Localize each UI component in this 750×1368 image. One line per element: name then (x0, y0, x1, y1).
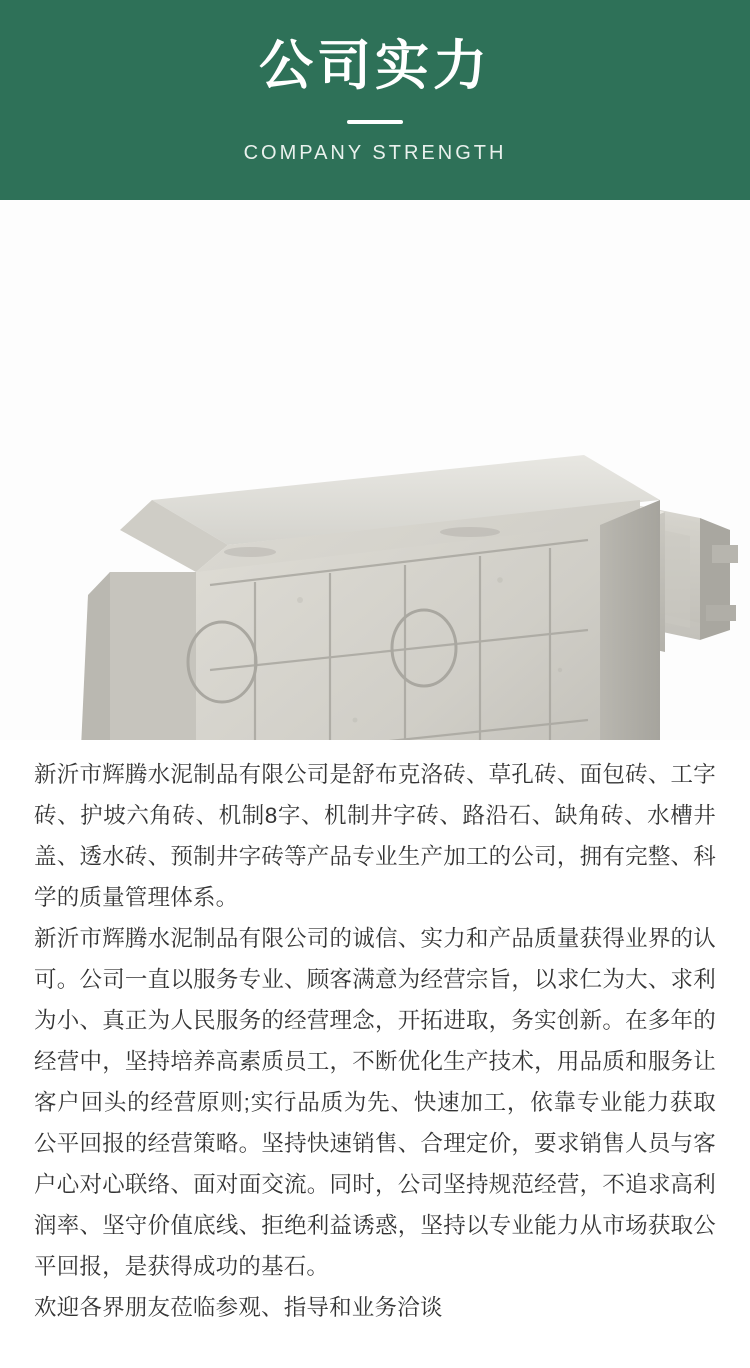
paragraph-2: 新沂市辉腾水泥制品有限公司的诚信、实力和产品质量获得业界的认可。公司一直以服务专业、顾客满意为经营宗旨，以求仁为大、求利为小、真正为人民服务的经营理念，开拓进取，务实创新。在多年的经营中，坚持培养高素质员工，不断优化生产技术，用品质和服务让客户回头的经营原则;实行品质为先、快速加工，依靠专业能力获取公平回报的经营策略。坚持快速销售、合理定价，要求销售人员与客户心对心联络、面对面交流。同时，公司坚持规范经营，不追求高利润率、坚守价值底线、拒绝利益诱惑，坚持以专业能力从市场获取公平回报，是获得成功的基石。 (34, 926, 716, 1279)
company-description (0, 740, 750, 1368)
section-header-banner (0, 0, 750, 200)
page-subtitle: COMPANY STRENGTH (243, 141, 507, 164)
product-photo (0, 200, 750, 740)
paragraph-1: 新沂市辉腾水泥制品有限公司是舒布克洛砖、草孔砖、面包砖、工字砖、护坡六角砖、机制8字、机制井字砖、路沿石、缺角砖、水槽井盖、透水砖、预制井字砖等产品专业生产加工的公司，拥有完整、科学的质量管理体系。 (34, 762, 716, 910)
page-title: 公司实力 (259, 36, 491, 97)
paragraph-3: 欢迎各界朋友莅临参观、指导和业务洽谈 (34, 1295, 443, 1320)
title-divider (347, 120, 403, 124)
product-image-container (0, 200, 750, 740)
